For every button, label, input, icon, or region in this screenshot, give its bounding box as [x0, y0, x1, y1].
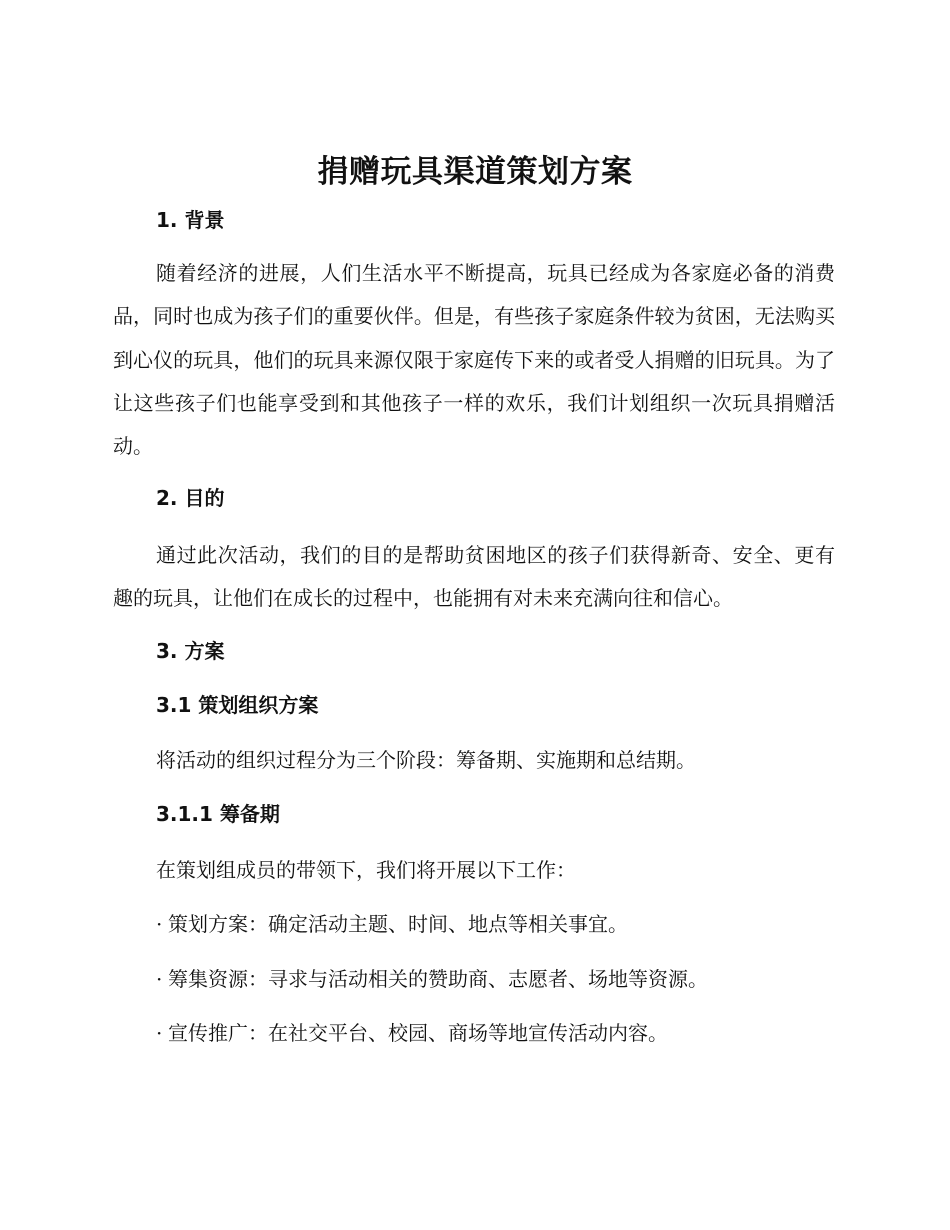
- section-heading-background: 1. 背景: [156, 208, 225, 232]
- bullet-text: 筹集资源：寻求与活动相关的赞助商、志愿者、场地等资源。: [168, 967, 708, 991]
- paragraph-background: 随着经济的进展，人们生活水平不断提高，玩具已经成为各家庭必备的消费品，同时也成为孩子们的重要伙伴。但是，有些孩子家庭条件较为贫困，无法购买到心仪的玩具，他们的玩具来源仅限于家庭传下来的或者受人捐赠的旧玩具。为了让这些孩子们也能享受到和其他孩子一样的欢乐，我们计划组织一次玩具捐赠活动。: [113, 261, 835, 459]
- bullet-marker: ·: [156, 1021, 163, 1045]
- paragraph-organization: 将活动的组织过程分为三个阶段：筹备期、实施期和总结期。: [156, 748, 696, 772]
- paragraph-purpose: 通过此次活动，我们的目的是帮助贫困地区的孩子们获得新奇、安全、更有趣的玩具，让他们在成长的过程中，也能拥有对未来充满向往和信心。: [113, 543, 835, 611]
- bullet-text: 宣传推广：在社交平台、校园、商场等地宣传活动内容。: [168, 1021, 668, 1045]
- document-title: 捐赠玩具渠道策划方案: [317, 154, 633, 190]
- section-heading-plan: 3. 方案: [156, 639, 225, 663]
- paragraph-preparation-intro: 在策划组成员的带领下，我们将开展以下工作：: [156, 858, 576, 882]
- section-heading-purpose: 2. 目的: [156, 486, 225, 510]
- bullet-item: [156, 1018, 668, 1048]
- bullet-text: 策划方案：确定活动主题、时间、地点等相关事宜。: [168, 912, 628, 936]
- bullet-marker: ·: [156, 912, 163, 936]
- subsection-heading-organization: 3.1 策划组织方案: [156, 693, 319, 717]
- bullet-item: [156, 964, 708, 994]
- subsection-heading-preparation: 3.1.1 筹备期: [156, 802, 280, 826]
- bullet-marker: ·: [156, 967, 163, 991]
- bullet-item: [156, 909, 628, 939]
